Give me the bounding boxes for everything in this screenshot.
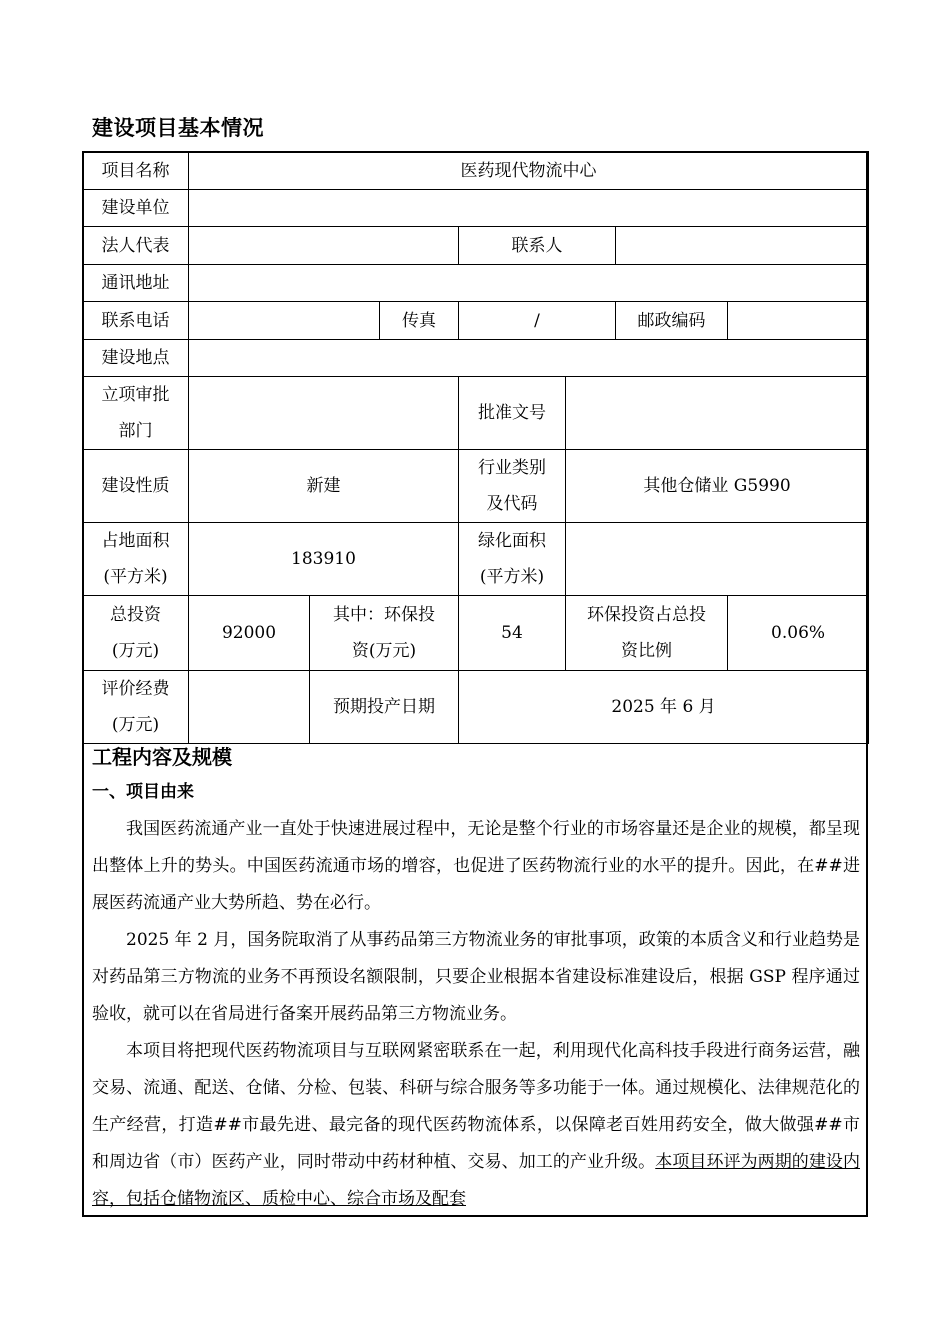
- approval-dept-label: 立项审批 部门: [83, 377, 189, 450]
- area-label: 占地面积 (平方米): [83, 523, 189, 596]
- contact-value: [616, 227, 869, 265]
- row-project-name: [83, 152, 869, 190]
- row-site: [83, 340, 869, 377]
- eval-fee-value: [189, 671, 310, 744]
- builder-label: 建设单位: [83, 190, 189, 227]
- fax-value: /: [459, 302, 616, 340]
- paragraph-3: [92, 1033, 860, 1218]
- nature-label: 建设性质: [83, 450, 189, 523]
- legal-rep-value: [189, 227, 459, 265]
- address-label: 通讯地址: [83, 265, 189, 302]
- phone-label: 联系电话: [83, 302, 189, 340]
- paragraph-1: 我国医药流通产业一直处于快速进展过程中，无论是整个行业的市场容量还是企业的规模，都呈现出整体上升的势头。中国医药流通市场的增容，也促进了医药物流行业的水平的提升。因此，在##进展医药流通产业大势所趋、势在必行。: [92, 819, 860, 913]
- row-eval-fee: [83, 671, 869, 744]
- start-date-label: 预期投产日期: [310, 671, 459, 744]
- green-label: 绿化面积 (平方米): [459, 523, 566, 596]
- env-invest-label: 其中：环保投 资(万元): [310, 596, 459, 671]
- green-value: [566, 523, 869, 596]
- paragraph-3-underlined: 本项目环评为两期的建设内容，包括仓储物流区、质检中心、综合市场及配套: [92, 1152, 860, 1209]
- page-title: 建设项目基本情况: [92, 116, 264, 140]
- row-approval: [83, 377, 869, 450]
- row-legal-rep: [83, 227, 869, 265]
- paragraph-2: 2025 年 2 月，国务院取消了从事药品第三方物流业务的审批事项，政策的本质含义和行业趋势是对药品第三方物流的业务不再预设名额限制，只要企业根据本省建设标准建设后，根据 GSP 程序通过验收，就可以在省局进行备案开展药品第三方物流业务。: [92, 930, 860, 1024]
- env-invest-value: 54: [459, 596, 566, 671]
- invest-label: 总投资 (万元): [83, 596, 189, 671]
- invest-value: 92000: [189, 596, 310, 671]
- project-info-table: [82, 151, 868, 744]
- row-address: [83, 265, 869, 302]
- area-value: 183910: [189, 523, 459, 596]
- industry-value: 其他仓储业 G5990: [566, 450, 869, 523]
- approval-no-label: 批准文号: [459, 377, 566, 450]
- env-ratio-value: 0.06%: [728, 596, 869, 671]
- phone-value: [189, 302, 380, 340]
- row-builder: [83, 190, 869, 227]
- address-value: [189, 265, 869, 302]
- site-value: [189, 340, 869, 377]
- row-investment: [83, 596, 869, 671]
- nature-value: 新建: [189, 450, 459, 523]
- fax-label: 传真: [380, 302, 459, 340]
- row-phone: [83, 302, 869, 340]
- postcode-value: [728, 302, 869, 340]
- project-name-value: 医药现代物流中心: [189, 152, 869, 190]
- postcode-label: 邮政编码: [616, 302, 728, 340]
- site-label: 建设地点: [83, 340, 189, 377]
- start-date-value: 2025 年 6 月: [459, 671, 869, 744]
- contact-label: 联系人: [459, 227, 616, 265]
- paragraph-3-main: 本项目将把现代医药物流项目与互联网紧密联系在一起，利用现代化高科技手段进行商务运营，融交易、流通、配送、仓储、分检、包装、科研与综合服务等多功能于一体。通过规模化、法律规范化的生产经营，打造##市最先进、最完备的现代医药物流体系，以保障老百姓用药安全，做大做强##市和周边省（市）医药产业，同时带动中药材种植、交易、加工的产业升级。: [92, 1041, 860, 1172]
- builder-value: [189, 190, 869, 227]
- section-title: 工程内容及规模: [92, 745, 232, 769]
- approval-no-value: [566, 377, 869, 450]
- approval-dept-value: [189, 377, 459, 450]
- row-area: [83, 523, 869, 596]
- sub-section-title: 一、项目由来: [92, 782, 194, 802]
- legal-rep-label: 法人代表: [83, 227, 189, 265]
- project-name-label: 项目名称: [83, 152, 189, 190]
- row-nature: [83, 450, 869, 523]
- env-ratio-label: 环保投资占总投 资比例: [566, 596, 728, 671]
- project-content-section: [92, 741, 860, 1218]
- eval-fee-label: 评价经费 (万元): [83, 671, 189, 744]
- industry-label: 行业类别 及代码: [459, 450, 566, 523]
